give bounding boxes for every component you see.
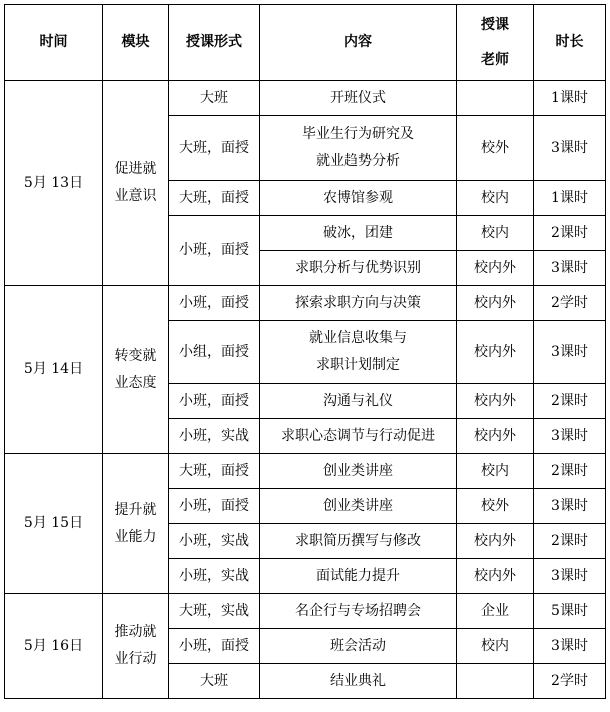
teacher-cell: 校内 xyxy=(457,216,534,251)
duration-cell: 3课时 xyxy=(534,629,606,664)
module-cell xyxy=(103,81,169,286)
teacher-cell: 校内 xyxy=(457,454,534,489)
duration-cell: 2课时 xyxy=(534,216,606,251)
content-cell: 探索求职方向与决策 xyxy=(260,286,457,321)
duration-cell: 3课时 xyxy=(534,419,606,454)
content-cell: 求职分析与优势识别 xyxy=(260,251,457,286)
module-line1: 转变就 xyxy=(114,347,157,364)
teacher-cell: 企业 xyxy=(457,594,534,629)
content-cell: 结业典礼 xyxy=(260,664,457,699)
duration-cell: 3课时 xyxy=(534,489,606,524)
duration-cell: 5课时 xyxy=(534,594,606,629)
teacher-cell: 校内外 xyxy=(457,321,534,384)
duration-cell: 3课时 xyxy=(534,321,606,384)
teacher-cell xyxy=(457,81,534,116)
module-cell xyxy=(103,454,169,594)
format-cell: 小班，面授 xyxy=(169,384,260,419)
content-cell: 班会活动 xyxy=(260,629,457,664)
header-time: 时间 xyxy=(5,5,103,81)
module-line2: 业行动 xyxy=(114,651,157,667)
date-cell: 5月 15日 xyxy=(5,454,103,594)
date-cell: 5月 14日 xyxy=(5,286,103,454)
format-cell: 大班 xyxy=(169,664,260,699)
format-cell: 大班，实战 xyxy=(169,594,260,629)
teacher-cell: 校内外 xyxy=(457,559,534,594)
table-row xyxy=(5,286,606,321)
teacher-cell: 校外 xyxy=(457,116,534,181)
content-cell: 求职简历撰写与修改 xyxy=(260,524,457,559)
format-cell: 小班，面授 xyxy=(169,216,260,286)
teacher-cell: 校内外 xyxy=(457,251,534,286)
content-cell: 名企行与专场招聘会 xyxy=(260,594,457,629)
teacher-cell: 校内外 xyxy=(457,419,534,454)
format-cell: 大班，面授 xyxy=(169,454,260,489)
teacher-cell: 校内外 xyxy=(457,286,534,321)
duration-cell: 3课时 xyxy=(534,559,606,594)
duration-cell: 3课时 xyxy=(534,251,606,286)
module-line1: 推动就 xyxy=(114,624,157,641)
duration-cell: 2学时 xyxy=(534,664,606,699)
duration-cell: 2课时 xyxy=(534,384,606,419)
header-content: 内容 xyxy=(260,5,457,81)
teacher-cell: 校内 xyxy=(457,181,534,216)
table-row xyxy=(5,81,606,116)
content-cell: 农博馆参观 xyxy=(260,181,457,216)
format-cell: 大班 xyxy=(169,81,260,116)
format-cell: 大班，面授 xyxy=(169,181,260,216)
header-format: 授课形式 xyxy=(169,5,260,81)
date-cell: 5月 13日 xyxy=(5,81,103,286)
module-line2: 业能力 xyxy=(114,528,157,545)
header-teacher-line2: 老师 xyxy=(481,51,509,68)
table-row xyxy=(5,454,606,489)
header-row xyxy=(5,5,606,81)
header-module: 模块 xyxy=(103,5,169,81)
content-cell: 创业类讲座 xyxy=(260,454,457,489)
table-row xyxy=(5,594,606,629)
duration-cell: 2课时 xyxy=(534,524,606,559)
duration-cell: 2课时 xyxy=(534,454,606,489)
format-cell: 小班，实战 xyxy=(169,419,260,454)
teacher-cell: 校内外 xyxy=(457,384,534,419)
content-cell: 开班仪式 xyxy=(260,81,457,116)
teacher-cell: 校内 xyxy=(457,629,534,664)
content-cell: 创业类讲座 xyxy=(260,489,457,524)
header-duration: 时长 xyxy=(534,5,606,81)
module-line1: 提升就 xyxy=(114,501,157,518)
format-cell: 小班，实战 xyxy=(169,524,260,559)
format-cell: 大班，面授 xyxy=(169,116,260,181)
teacher-cell: 校内外 xyxy=(457,524,534,559)
content-line2: 就业趋势分析 xyxy=(316,153,400,169)
module-line2: 业意识 xyxy=(114,188,157,204)
module-cell xyxy=(103,286,169,454)
format-cell: 小组，面授 xyxy=(169,321,260,384)
module-line1: 促进就 xyxy=(114,161,157,178)
content-line1: 就业信息收集与 xyxy=(309,330,407,347)
format-cell: 小班，面授 xyxy=(169,489,260,524)
content-cell: 破冰，团建 xyxy=(260,216,457,251)
teacher-cell: 校外 xyxy=(457,489,534,524)
format-cell: 小班，实战 xyxy=(169,559,260,594)
duration-cell: 3课时 xyxy=(534,116,606,181)
teacher-cell xyxy=(457,664,534,699)
content-cell: 求职心态调节与行动促进 xyxy=(260,419,457,454)
duration-cell: 1课时 xyxy=(534,181,606,216)
duration-cell: 2学时 xyxy=(534,286,606,321)
schedule-table xyxy=(4,4,606,699)
format-cell: 小班，面授 xyxy=(169,629,260,664)
content-cell: 面试能力提升 xyxy=(260,559,457,594)
content-cell xyxy=(260,321,457,384)
content-line1: 毕业生行为研究及 xyxy=(302,126,414,143)
header-teacher-line1: 授课 xyxy=(481,16,509,33)
content-line2: 求职计划制定 xyxy=(316,357,400,373)
module-line2: 业态度 xyxy=(114,374,157,391)
format-cell: 小班，面授 xyxy=(169,286,260,321)
header-teacher xyxy=(457,5,534,81)
duration-cell: 1课时 xyxy=(534,81,606,116)
content-cell: 沟通与礼仪 xyxy=(260,384,457,419)
module-cell xyxy=(103,594,169,699)
date-cell: 5月 16日 xyxy=(5,594,103,699)
content-cell xyxy=(260,116,457,181)
